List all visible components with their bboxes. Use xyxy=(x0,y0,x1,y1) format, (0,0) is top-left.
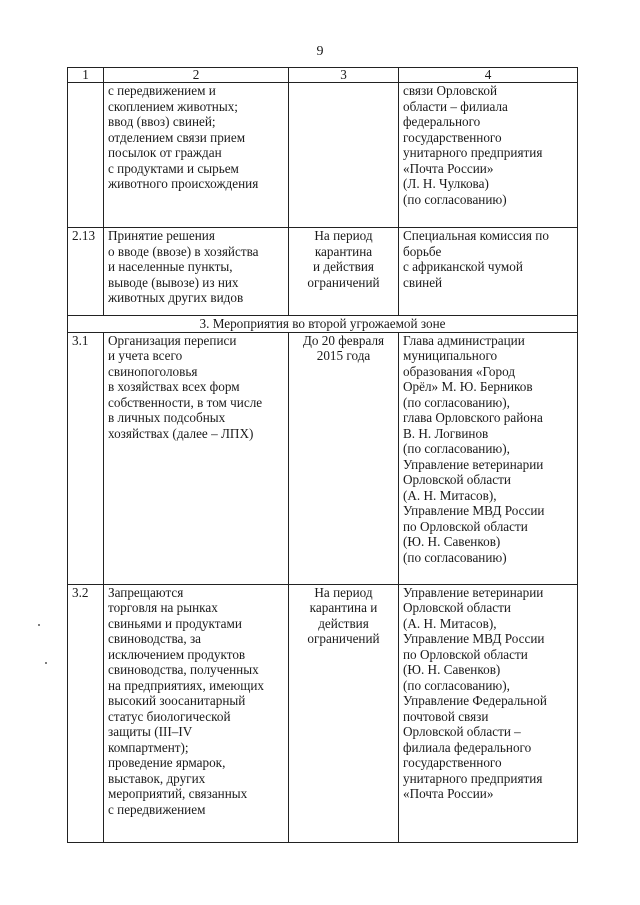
responsible-line: глава Орловского района xyxy=(403,410,543,425)
period-line: карантина и xyxy=(309,600,378,615)
measure-line: свиноводства, полученных xyxy=(108,662,259,677)
responsible-line: Орловской области xyxy=(403,472,511,487)
measures-table xyxy=(67,67,578,843)
responsible-line: В. Н. Логвинов xyxy=(403,425,489,441)
responsible-line: Орёл» М. Ю. Берников xyxy=(403,379,533,394)
responsible-line: по Орловской области xyxy=(403,646,528,662)
responsible-line: по Орловской области xyxy=(403,518,528,534)
measure-line: свинопоголовья xyxy=(108,363,198,379)
measure-line: исключением продуктов xyxy=(108,646,246,662)
section-row xyxy=(68,316,578,333)
measure-line: торговля на рынках xyxy=(108,600,218,615)
measure-line: и населенные пункты, xyxy=(108,259,233,274)
period-line: До 20 февраля xyxy=(302,332,385,348)
responsible-line: (Ю. Н. Савенков) xyxy=(403,534,501,549)
measure-line: Запрещаются xyxy=(108,584,184,600)
responsible-line: почтовой связи xyxy=(403,708,489,724)
responsible-line: с африканской чумой xyxy=(403,259,523,274)
responsible-line: образования «Город xyxy=(403,363,516,379)
responsible-line: Управление МВД России xyxy=(403,631,545,646)
period-line: ограничений xyxy=(307,631,380,646)
responsible-line: (по согласованию), xyxy=(403,441,510,456)
responsible-line: связи Орловской xyxy=(403,83,498,98)
period-cell xyxy=(289,584,399,842)
measure-line: животных других видов xyxy=(108,290,244,305)
responsible-line: Управление ветеринарии xyxy=(403,456,544,472)
measure-line: с продуктами и сырьем xyxy=(108,160,239,176)
measure-line: в личных подсобных xyxy=(108,410,226,425)
measure-cell xyxy=(104,83,289,228)
measure-line: свиноводства, за xyxy=(108,631,202,646)
responsible-line: Орловской области xyxy=(403,600,511,615)
item-number xyxy=(68,83,104,228)
measure-cell xyxy=(104,228,289,316)
measure-line: выводе (вывозе) из них xyxy=(108,274,239,290)
measure-line: скоплением животных; xyxy=(108,98,238,114)
responsible-line: (по согласованию), xyxy=(403,394,510,410)
responsible-line: унитарного предприятия xyxy=(403,770,543,786)
measure-line: с передвижением и xyxy=(108,83,216,98)
responsible-cell xyxy=(399,332,578,584)
column-number: 4 xyxy=(399,68,578,83)
period-cell xyxy=(289,332,399,584)
column-number: 1 xyxy=(68,68,104,83)
measure-line: мероприятий, связанных xyxy=(108,786,248,801)
responsible-line: (по согласованию) xyxy=(403,191,507,207)
scan-speck xyxy=(45,662,47,664)
period-line: действия xyxy=(318,615,369,631)
period-line: и действия xyxy=(313,259,374,274)
responsible-line: (по согласованию), xyxy=(403,677,510,693)
responsible-line: Глава администрации xyxy=(403,332,525,348)
responsible-line: Управление Федеральной xyxy=(403,693,547,708)
measure-line: животного происхождения xyxy=(108,176,259,191)
measure-line: отделением связи прием xyxy=(108,129,246,145)
responsible-line: Орловской области – xyxy=(403,724,521,739)
responsible-line: федерального xyxy=(403,114,481,129)
responsible-cell xyxy=(399,228,578,316)
period-line: карантина xyxy=(314,243,373,259)
column-number: 3 xyxy=(289,68,399,83)
period-line: ограничений xyxy=(307,274,380,290)
period-line: На период xyxy=(314,228,373,243)
measure-line: Организация переписи xyxy=(108,332,237,348)
table-row xyxy=(68,332,578,584)
responsible-line: (по согласованию) xyxy=(403,549,507,565)
responsible-line: области – филиала xyxy=(403,98,508,114)
measure-line: свиньями и продуктами xyxy=(108,615,242,631)
responsible-line: (Ю. Н. Савенков) xyxy=(403,662,501,677)
measure-line: компартмент); xyxy=(108,739,189,755)
item-number: 3.1 xyxy=(68,332,104,584)
table-row xyxy=(68,228,578,316)
responsible-cell xyxy=(399,584,578,842)
responsible-cell xyxy=(399,83,578,228)
measure-cell xyxy=(104,332,289,584)
measure-line: на предприятиях, имеющих xyxy=(108,677,265,693)
responsible-line: (Л. Н. Чулкова) xyxy=(403,176,489,191)
responsible-line: филиала федерального xyxy=(403,739,532,755)
measure-line: Принятие решения xyxy=(108,228,215,243)
column-number-row xyxy=(68,68,578,83)
table-row xyxy=(68,83,578,228)
responsible-line: (А. Н. Митасов), xyxy=(403,615,497,631)
measure-line: выставок, других xyxy=(108,770,206,786)
scan-speck xyxy=(38,624,40,626)
item-number: 3.2 xyxy=(68,584,104,842)
responsible-line: муниципального xyxy=(403,348,498,363)
measure-line: ввод (ввоз) свиней; xyxy=(108,114,216,129)
responsible-line: Управление ветеринарии xyxy=(403,584,544,600)
measure-cell xyxy=(104,584,289,842)
period-cell xyxy=(289,83,399,228)
responsible-line: государственного xyxy=(403,755,502,770)
period-line: На период xyxy=(314,584,373,600)
item-number: 2.13 xyxy=(68,228,104,316)
measure-line: статус биологической xyxy=(108,708,231,724)
responsible-line: унитарного предприятия xyxy=(403,145,543,160)
responsible-line: Управление МВД России xyxy=(403,503,545,518)
measure-line: проведение ярмарок, xyxy=(108,755,226,770)
measure-line: высокий зоосанитарный xyxy=(108,693,246,708)
responsible-line: свиней xyxy=(403,274,443,290)
measure-line: посылок от граждан xyxy=(108,145,222,160)
period-line: 2015 года xyxy=(316,348,371,363)
responsible-line: «Почта России» xyxy=(403,160,494,176)
responsible-line: «Почта России» xyxy=(403,786,494,801)
measure-line: хозяйствах (далее – ЛПХ) xyxy=(108,425,254,441)
measure-line: о вводе (ввозе) в хозяйства xyxy=(108,243,259,259)
measure-line: защиты (III–IV xyxy=(108,724,193,739)
page-number: 9 xyxy=(316,44,324,59)
responsible-line: борьбе xyxy=(403,243,442,259)
table-row xyxy=(68,584,578,842)
responsible-line: Специальная комиссия по xyxy=(403,228,549,243)
column-number: 2 xyxy=(104,68,289,83)
measure-line: с передвижением xyxy=(108,801,206,817)
responsible-line: государственного xyxy=(403,129,502,145)
period-cell xyxy=(289,228,399,316)
responsible-line: (А. Н. Митасов), xyxy=(403,487,497,503)
section-title: 3. Мероприятия во второй угрожаемой зоне xyxy=(68,316,578,333)
measure-line: в хозяйствах всех форм xyxy=(108,379,240,394)
measure-line: собственности, в том числе xyxy=(108,394,263,410)
measure-line: и учета всего xyxy=(108,348,183,363)
